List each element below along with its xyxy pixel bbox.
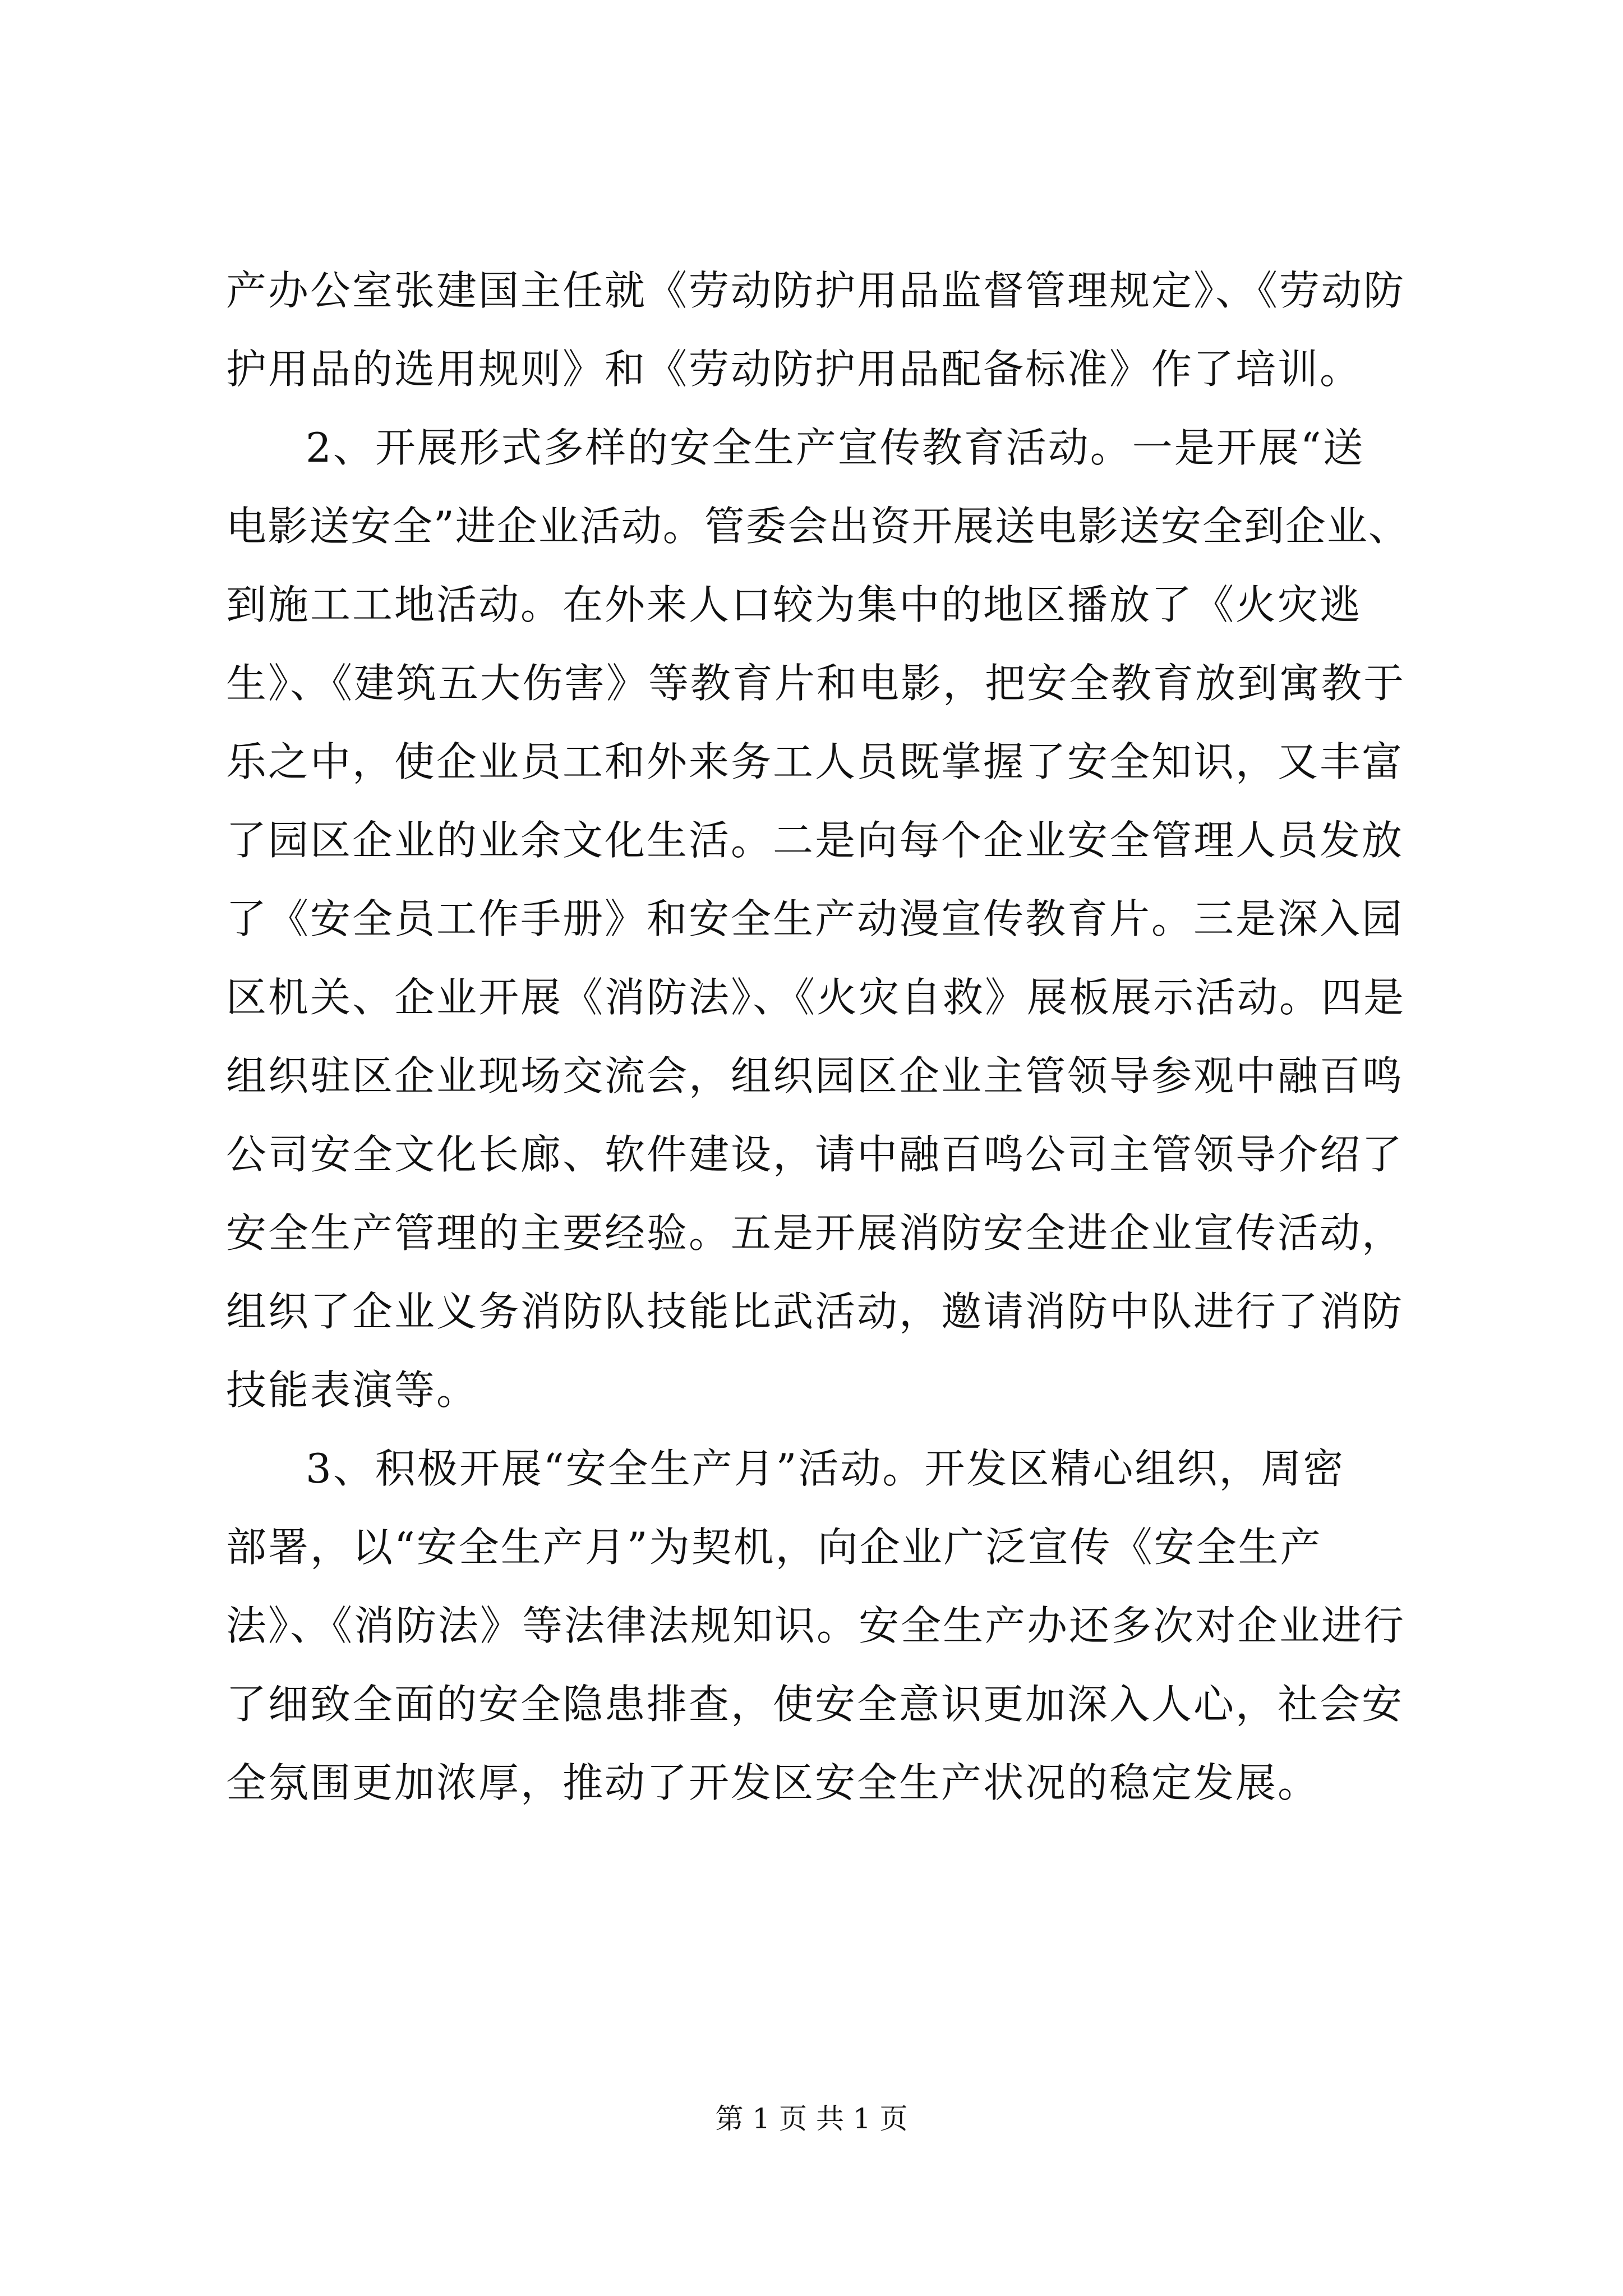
paragraph-line: 电影送安全”进企业活动。管委会出资开展送电影送安全到企业、 bbox=[226, 503, 1410, 550]
paragraph-line: 组织了企业义务消防队技能比武活动，邀请消防中队进行了消防 bbox=[226, 1288, 1404, 1335]
paragraph-line: 安全生产管理的主要经验。五是开展消防安全进企业宣传活动， bbox=[226, 1209, 1404, 1257]
paragraph-line: 产办公室张建国主任就《劳动防护用品监督管理规定》、《劳动防 bbox=[226, 267, 1406, 314]
paragraph-line: 了园区企业的业余文化生活。二是向每个企业安全管理人员发放 bbox=[226, 817, 1404, 864]
paragraph-line: 了细致全面的安全隐患排查，使安全意识更加深入人心，社会安 bbox=[226, 1681, 1404, 1728]
paragraph-line: 乐之中，使企业员工和外来务工人员既掌握了安全知识，又丰富 bbox=[226, 738, 1404, 785]
paragraph-line: 3、积极开展“安全生产月”活动。开发区精心组织，周密 bbox=[306, 1445, 1345, 1492]
paragraph-line: 2、开展形式多样的安全生产宣传教育活动。一是开展“送 bbox=[306, 424, 1365, 471]
paragraph-line: 护用品的选用规则》和《劳动防护用品配备标准》作了培训。 bbox=[226, 346, 1362, 393]
paragraph-line: 法》、《消防法》等法律法规知识。安全生产办还多次对企业进行 bbox=[226, 1602, 1406, 1649]
page-footer: 第 1 页 共 1 页 bbox=[715, 2102, 908, 2135]
paragraph-line: 部署，以“安全生产月”为契机，向企业广泛宣传《安全生产 bbox=[226, 1524, 1322, 1571]
paragraph-line: 公司安全文化长廊、软件建设，请中融百鸣公司主管领导介绍了 bbox=[226, 1131, 1404, 1178]
paragraph-line: 到施工工地活动。在外来人口较为集中的地区播放了《火灾逃 bbox=[226, 581, 1362, 628]
paragraph-line: 全氛围更加浓厚，推动了开发区安全生产状况的稳定发展。 bbox=[226, 1759, 1320, 1806]
paragraph-line: 生》、《建筑五大伤害》等教育片和电影，把安全教育放到寓教于 bbox=[226, 660, 1406, 707]
paragraph-line: 了《安全员工作手册》和安全生产动漫宣传教育片。三是深入园 bbox=[226, 895, 1404, 942]
paragraph-line: 区机关、企业开展《消防法》、《火灾自救》展板展示活动。四是 bbox=[226, 974, 1406, 1021]
paragraph-line: 技能表演等。 bbox=[226, 1366, 479, 1414]
paragraph-line: 组织驻区企业现场交流会，组织园区企业主管领导参观中融百鸣 bbox=[226, 1052, 1404, 1099]
